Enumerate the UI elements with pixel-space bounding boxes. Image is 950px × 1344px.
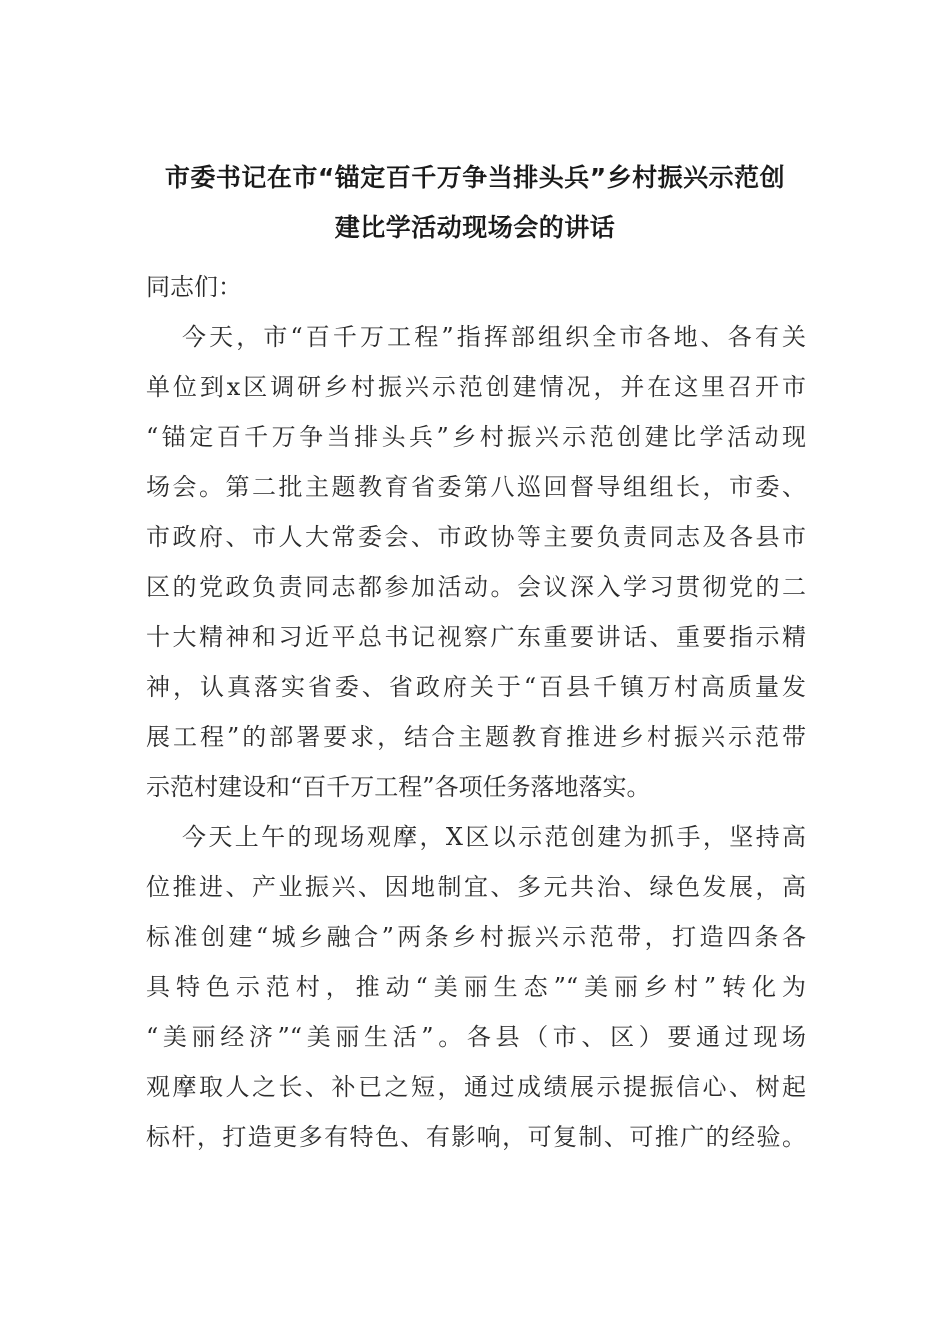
salutation: 同志们： bbox=[146, 273, 242, 301]
paragraph-1-line: 展工程”的部署要求，结合主题教育推进乡村振兴示范带 bbox=[146, 723, 806, 751]
paragraph-1-line: 示范村建设和“百千万工程”各项任务落地落实。 bbox=[146, 773, 651, 801]
paragraph-2-line: “美丽经济”“美丽生活”。各县（市、区）要通过现场 bbox=[146, 1023, 806, 1051]
paragraph-1-line: 市政府、市人大常委会、市政协等主要负责同志及各县市 bbox=[146, 523, 806, 551]
paragraph-1-line: 今天，市“百千万工程”指挥部组织全市各地、各有关 bbox=[182, 323, 806, 351]
paragraph-2-line: 标准创建“城乡融合”两条乡村振兴示范带，打造四条各 bbox=[146, 923, 806, 951]
paragraph-2-line: 观摩取人之长、补已之短，通过成绩展示提振信心、树起 bbox=[146, 1073, 806, 1101]
paragraph-2-line: 标杆，打造更多有特色、有影响，可复制、可推广的经验。 bbox=[146, 1123, 806, 1151]
paragraph-1-line: 神，认真落实省委、省政府关于“百县千镇万村高质量发 bbox=[146, 673, 806, 701]
paragraph-1-line: 单位到x区调研乡村振兴示范创建情况，并在这里召开市 bbox=[146, 373, 806, 401]
document-title-line-2: 建比学活动现场会的讲话 bbox=[334, 213, 616, 242]
paragraph-2-line: 位推进、产业振兴、因地制宜、多元共治、绿色发展，高 bbox=[146, 873, 806, 901]
paragraph-2-line: 今天上午的现场观摩，X区以示范创建为抓手，坚持高 bbox=[182, 823, 806, 851]
paragraph-1-line: 区的党政负责同志都参加活动。会议深入学习贯彻党的二 bbox=[146, 573, 806, 601]
paragraph-1-line: “锚定百千万争当排头兵”乡村振兴示范创建比学活动现 bbox=[146, 423, 806, 451]
paragraph-1-line: 十大精神和习近平总书记视察广东重要讲话、重要指示精 bbox=[146, 623, 806, 651]
document-title-line-1: 市委书记在市“锚定百千万争当排头兵”乡村振兴示范创 bbox=[164, 163, 786, 192]
paragraph-2-line: 具特色示范村，推动“美丽生态”“美丽乡村”转化为 bbox=[146, 973, 806, 1001]
paragraph-1-line: 场会。第二批主题教育省委第八巡回督导组组长，市委、 bbox=[146, 473, 806, 501]
